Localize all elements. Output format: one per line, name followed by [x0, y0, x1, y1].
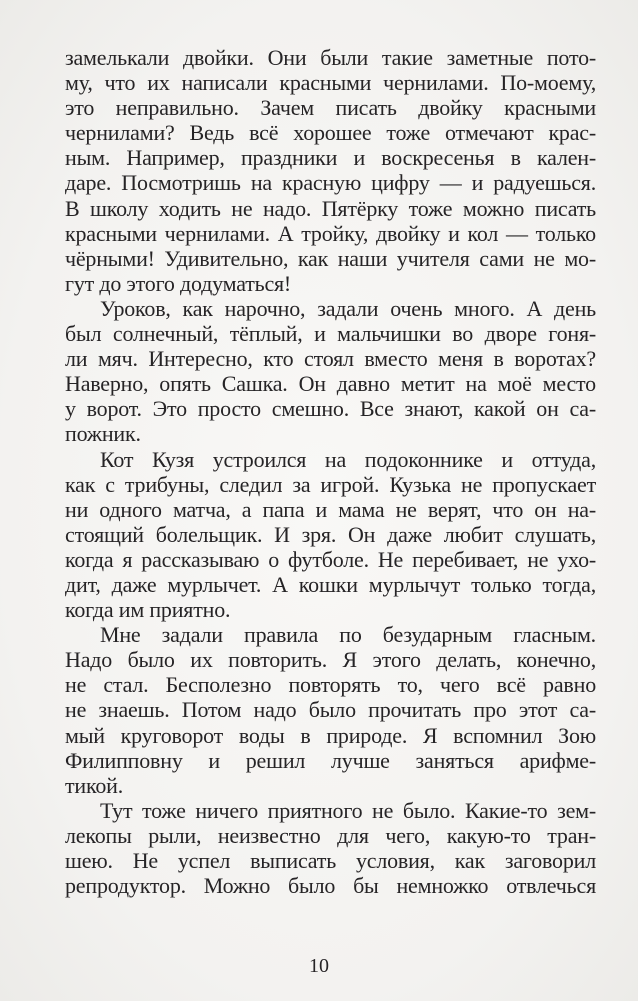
text-line: репродуктор. Можно было бы немножко отвлечься	[65, 873, 596, 899]
paragraph	[65, 447, 596, 623]
text-line: Филипповну и решил лучше заняться арифме-	[65, 747, 596, 773]
page-number: 10	[309, 955, 329, 977]
body-text	[65, 45, 596, 898]
text-line: это неправильно. Зачем писать двойку красными	[65, 95, 596, 121]
text-line: гут до этого додуматься!	[65, 270, 292, 296]
text-line: шею. Не успел выписать условия, как заговорил	[65, 848, 596, 873]
text-line: лекопы рыли, неизвестно для чего, какую-то тран-	[65, 822, 596, 848]
text-line: ни одного матча, а папа и мама не верят, что он на-	[65, 496, 596, 522]
text-line: когда я рассказываю о футболе. Не перебивает, не ухо-	[65, 546, 596, 572]
text-line: чёрными! Удивительно, как наши учителя сами не мо-	[65, 245, 596, 271]
text-line: замелькали двойки. Они были такие заметные пото-	[65, 45, 596, 70]
text-line: ли мяч. Интересно, кто стоял вместо меня в воротах?	[65, 346, 596, 372]
paragraph	[65, 622, 596, 798]
text-line: Мне задали правила по безударным гласным.	[100, 622, 596, 648]
paragraph	[65, 798, 596, 898]
text-line: красными чернилами. А тройку, двойку и кол — только	[65, 220, 596, 246]
text-line: дит, даже мурлычет. А кошки мурлычут только тогда,	[65, 571, 596, 597]
paragraph	[65, 45, 596, 296]
text-line: как с трибуны, следил за игрой. Кузька не пропускает	[65, 471, 596, 497]
text-line: когда им приятно.	[65, 597, 231, 623]
text-line: не знаешь. Потом надо было прочитать про этот са-	[65, 697, 596, 723]
text-line: Наверно, опять Сашка. Он давно метит на моё место	[65, 371, 596, 397]
text-line: мый круговорот воды в природе. Я вспомнил Зою	[65, 722, 596, 748]
text-line: не стал. Бесполезно повторять то, чего всё равно	[65, 672, 596, 698]
text-line: Кот Кузя устроился на подоконнике и оттуда,	[100, 446, 596, 472]
text-line: В школу ходить не надо. Пятёрку тоже можно писать	[65, 195, 596, 221]
text-line: у ворот. Это просто смешно. Все знают, какой он са-	[65, 396, 596, 422]
text-line: Уроков, как нарочно, задали очень много. А день	[100, 295, 596, 321]
text-line: чернилами? Ведь всё хорошее тоже отмечают крас-	[65, 120, 596, 146]
text-line: даре. Посмотришь на красную цифру — и радуешься.	[65, 170, 596, 196]
text-line: му, что их написали красными чернилами. По-моему,	[65, 70, 596, 96]
text-line: Надо было их повторить. Я этого делать, конечно,	[65, 647, 596, 673]
text-line: пожник.	[65, 421, 141, 447]
text-line: был солнечный, тёплый, и мальчишки во дворе гоня-	[65, 321, 596, 347]
paragraph	[65, 296, 596, 447]
text-line: стоящий болельщик. И зря. Он даже любит слушать,	[65, 521, 596, 547]
text-line: Тут тоже ничего приятного не было. Какие-то зем-	[100, 797, 596, 823]
text-line: тикой.	[65, 772, 124, 798]
text-line: ным. Например, праздники и воскресенья в кален-	[65, 145, 596, 171]
